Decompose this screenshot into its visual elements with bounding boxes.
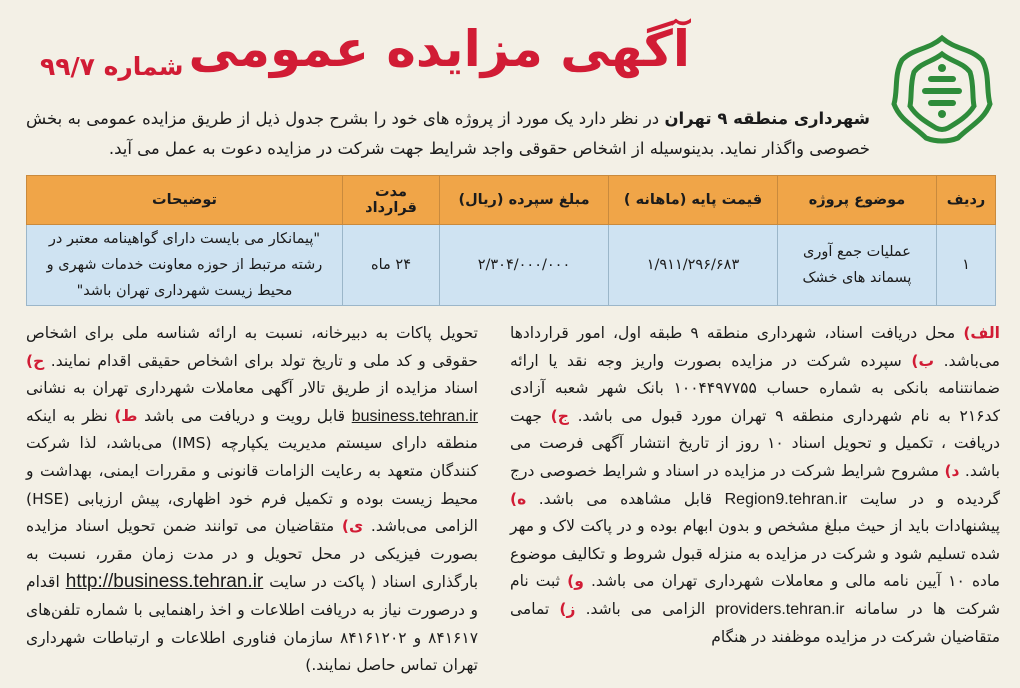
clause-d-tail: قابل مشاهده می باشد.	[526, 489, 725, 508]
clause-f-text: ثبت نام شرکت ها در سامانه	[510, 572, 1000, 618]
clause-e-label: ه)	[510, 489, 527, 508]
table-header-row	[27, 176, 996, 225]
clause-g-label: ز)	[559, 599, 576, 618]
col-header-duration: مدت قرارداد	[343, 176, 440, 225]
cell-subject: عملیات جمع آوری پسماند های خشک	[778, 225, 937, 306]
clause-c-label: ج)	[550, 406, 569, 425]
conditions-column-left	[26, 320, 478, 680]
clause-d-text: مشروح شرایط شرکت در مزایده در اسناد و شرایط خصوصی درج گردیده و در سایت	[510, 461, 1000, 508]
clause-a-label: الف)	[963, 324, 1000, 342]
region9-site-link[interactable]: Region9.tehran.ir	[724, 490, 848, 508]
clause-f-label: و)	[567, 572, 584, 591]
clause-h-label: ح)	[26, 351, 45, 370]
col-header-base-price: قیمت پایه (ماهانه )	[609, 176, 778, 225]
cell-deposit: ۲/۳۰۴/۰۰۰/۰۰۰	[440, 225, 609, 306]
clause-d-label: د)	[944, 461, 960, 480]
clause-f-tail: الزامی می باشد.	[575, 599, 716, 618]
projects-table	[26, 175, 996, 306]
clause-g-text: تمامی متقاضیان شرکت در مزایده موظفند در هنگام	[510, 599, 1000, 646]
conditions-text-continued	[26, 320, 478, 680]
intro-paragraph	[26, 104, 870, 164]
clause-t-text: نظر به اینکه منطقه دارای سیستم مدیریت یکپارچه (IMS) می‌باشد، لذا شرکت کنندگان متعهد به رعایت الزامات قانونی و مقررات ایمنی، بهداشت و محیط زیست بوده و تکمیل فرم خود اظهاری، پیش ارزیابی (HSE) الزامی می‌باشد.	[26, 406, 478, 536]
notice-title: آگهی مزایده عمومی	[188, 20, 690, 78]
clause-y-label: ی)	[341, 517, 364, 536]
cell-duration: ۲۴ ماه	[343, 225, 440, 306]
notice-number: شماره ۹۹/۷	[40, 52, 184, 81]
cell-row-number: ۱	[937, 225, 996, 306]
col-header-deposit: مبلغ سپرده (ریال)	[440, 176, 609, 225]
intro-text: در نظر دارد یک مورد از پروژه های خود را بشرح جدول ذیل از طریق مزایده عمومی به بخش خصوصی واگذار نماید. بدینوسیله از اشخاص حقوقی واجد شرایط جهت شرکت در مزایده دعوت به عمل می آید.	[26, 109, 870, 158]
clause-t-label: ط)	[114, 406, 138, 425]
tehran-municipality-logo-icon	[886, 30, 998, 148]
conditions-column-right	[510, 320, 1000, 651]
clause-h-tail: قابل رویت و دریافت می باشد	[137, 406, 352, 425]
cell-base-price: ۱/۹۱۱/۲۹۶/۶۸۳	[609, 225, 778, 306]
col-header-subject: موضوع پروژه	[778, 176, 937, 225]
clause-y-text: متقاضیان می توانند ضمن تحویل اسناد مزایده بصورت فیزیکی در محل تحویل و در مدت زمان مقرر، نسبت به بارگذاری اسناد ( پاکت در سایت	[26, 517, 479, 592]
clause-y-tail: اقدام و درصورت نیاز به دریافت اطلاعات و اخذ راهنمایی با شماره تلفن‌های ۸۴۱۶۱۷ و ۸۴۱۶۱۲۰۲ سازمان فناوری اطلاعات و ارتباطات شهرداری تهران تماس حاصل نمایند.)	[26, 573, 479, 675]
business-site-link[interactable]: business.tehran.ir	[351, 407, 479, 425]
table-row	[27, 225, 996, 306]
clause-b-text: سپرده شرکت در مزایده بصورت واریز وجه نقد یا ارائه ضمانتنامه بانکی به شماره حساب ۱۰۰۴۴۹۷۷۵۵ بانک شهر شعبه آزادی کد۲۱۶ به نام شهرداری منطقه ۹ تهران مورد قبول می باشد.	[510, 351, 1001, 425]
clause-h-text: اسناد مزایده از طریق تالار آگهی معاملات شهرداری تهران به نشانی	[26, 379, 478, 398]
org-name: شهرداری منطقه ۹ تهران	[664, 109, 870, 128]
providers-site-link[interactable]: providers.tehran.ir	[715, 600, 845, 618]
col-header-row-number: ردیف	[937, 176, 996, 225]
cell-notes: "پیمانکار می بایست دارای گواهینامه معتبر در رشته مرتبط از حوزه معاونت خدمات شهری و محیط زیست شهرداری تهران باشد"	[27, 225, 343, 306]
business-http-link[interactable]: http://business.tehran.ir	[65, 571, 264, 593]
clause-b-label: ب)	[911, 351, 935, 370]
col-header-notes: توضیحات	[27, 176, 343, 225]
clause-g-continued: تحویل پاکات به دبیرخانه، نسبت به ارائه شناسه ملی برای اشخاص حقوقی و کد ملی و تاریخ تولد برای اشخاص حقیقی اقدام نمایند.	[26, 324, 478, 370]
clause-c-text: جهت دریافت ، تکمیل و تحویل اسناد ۱۰ روز از تاریخ انتشار آگهی فرصت می باشد.	[510, 406, 1000, 480]
clause-e-text: پیشنهادات باید از حیث مبلغ مشخص و بدون ابهام بوده و در پاکت لاک و مهر شده تسلیم شود و شرکت در مزایده به منزله قبول شروط و تکالیف موضوع ماده ۱۰ آیین نامه مالی و معاملات شهرداری تهران می باشد.	[510, 517, 1000, 591]
conditions-text	[510, 320, 1000, 651]
clause-a-text: محل دریافت اسناد، شهرداری منطقه ۹ طبقه اول، امور قراردادها می‌باشد.	[510, 324, 1000, 370]
